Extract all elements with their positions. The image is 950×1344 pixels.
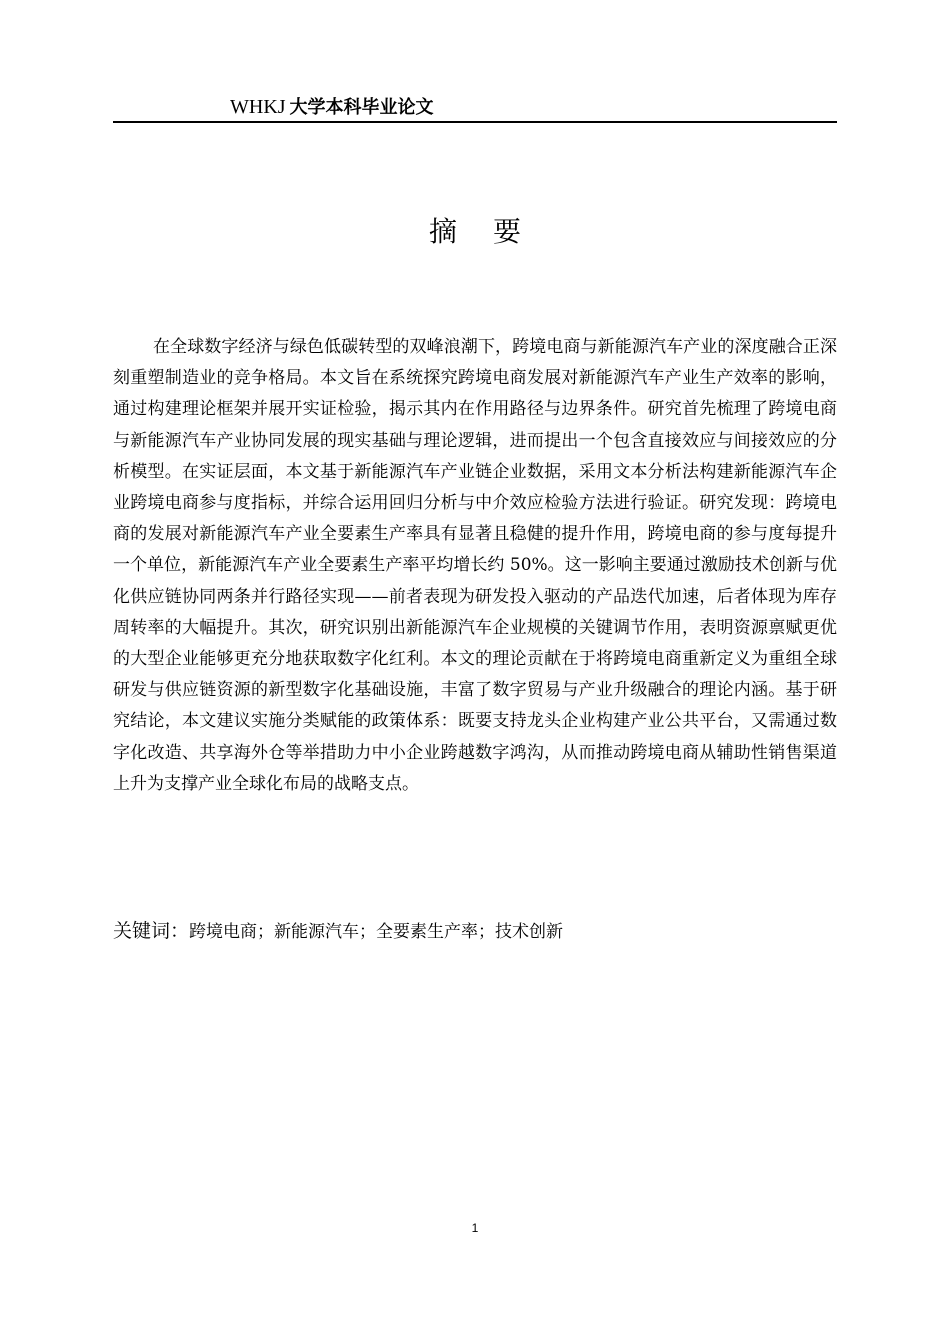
keywords-label: 关键词： xyxy=(113,920,190,942)
header-university: WHKJ xyxy=(230,96,286,118)
abstract-paragraph: 在全球数字经济与绿色低碳转型的双峰浪潮下，跨境电商与新能源汽车产业的深度融合正深刻重塑制造业的竞争格局。本文旨在系统探究跨境电商发展对新能源汽车产业生产效率的影响，通过构建理论框架并展开实证检验，揭示其内在作用路径与边界条件。研究首先梳理了跨境电商与新能源汽车产业协同发展的现实基础与理论逻辑，进而提出一个包含直接效应与间接效应的分析模型。在实证层面，本文基于新能源汽车产业链企业数据，采用文本分析法构建新能源汽车企业跨境电商参与度指标，并综合运用回归分析与中介效应检验方法进行验证。研究发现：跨境电商的发展对新能源汽车产业全要素生产率具有显著且稳健的提升作用，跨境电商的参与度每提升一个单位，新能源汽车产业全要素生产率平均增长约 50%。这一影响主要通过激励技术创新与优化供应链协同两条并行路径实现——前者表现为研发投入驱动的产品迭代加速，后者体现为库存周转率的大幅提升。其次，研究识别出新能源汽车企业规模的关键调节作用，表明资源禀赋更优的大型企业能够更充分地获取数字化红利。本文的理论贡献在于将跨境电商重新定义为重组全球研发与供应链资源的新型数字化基础设施，丰富了数字贸易与产业升级融合的理论内涵。基于研究结论，本文建议实施分类赋能的政策体系：既要支持龙头企业构建产业公共平台，又需通过数字化改造、共享海外仓等举措助力中小企业跨越数字鸿沟，从而推动跨境电商从辅助性销售渠道上升为支撑产业全球化布局的战略支点。 xyxy=(113,337,837,794)
keywords-line xyxy=(113,916,837,947)
page-number: 1 xyxy=(471,1221,479,1235)
keywords-items: 跨境电商；新能源汽车；全要素生产率；技术创新 xyxy=(189,922,564,942)
header-thesis-label: 大学本科毕业论文 xyxy=(289,97,434,118)
header-rule xyxy=(113,121,837,123)
page-header xyxy=(230,92,434,122)
page-title: 摘要 xyxy=(428,215,557,248)
